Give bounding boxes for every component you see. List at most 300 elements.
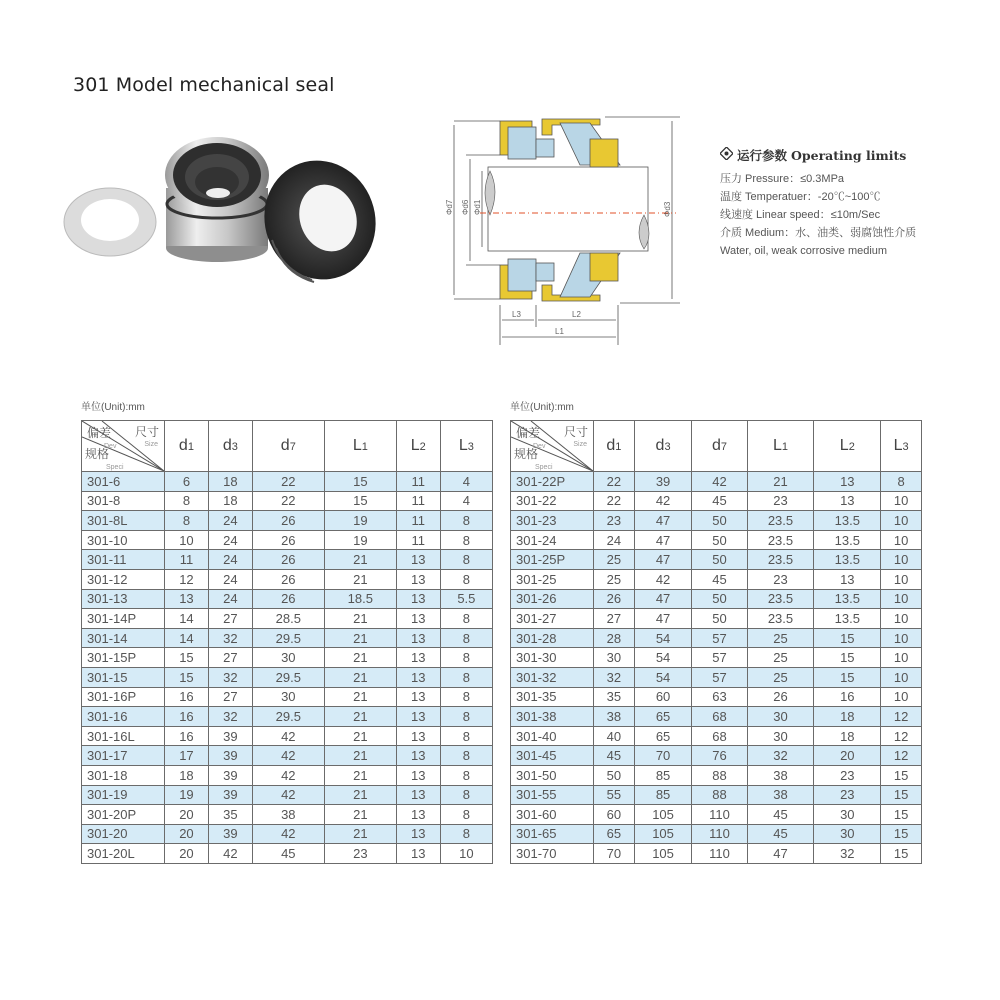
value-cell: 35	[594, 687, 635, 707]
limit-linear-speed: 线速度 Linear speed：≤10m/Sec	[720, 209, 881, 221]
value-cell: 18	[208, 491, 252, 511]
value-cell: 88	[692, 765, 747, 785]
value-cell: 63	[692, 687, 747, 707]
value-cell: 23.5	[747, 550, 814, 570]
column-header-L1	[747, 421, 814, 472]
value-cell: 20	[814, 746, 881, 766]
value-cell: 32	[594, 667, 635, 687]
spec-table-left	[81, 420, 493, 864]
table-row	[511, 472, 922, 492]
value-cell: 8	[881, 472, 922, 492]
value-cell: 8	[440, 569, 492, 589]
value-cell: 65	[634, 726, 692, 746]
value-cell: 65	[594, 824, 635, 844]
value-cell: 25	[747, 628, 814, 648]
corner-dev-en: Dev	[533, 443, 546, 450]
corner-spec-en: Speci	[535, 464, 553, 471]
value-cell: 23	[814, 765, 881, 785]
table-row	[82, 726, 493, 746]
value-cell: 23.5	[747, 511, 814, 531]
value-cell: 8	[440, 609, 492, 629]
value-cell: 105	[634, 805, 692, 825]
value-cell: 110	[692, 824, 747, 844]
value-cell: 13	[814, 472, 881, 492]
value-cell: 110	[692, 844, 747, 864]
value-cell: 8	[440, 648, 492, 668]
column-header-L3	[440, 421, 492, 472]
value-cell: 13.5	[814, 589, 881, 609]
value-cell: 15	[814, 628, 881, 648]
column-header-L2	[814, 421, 881, 472]
value-cell: 57	[692, 648, 747, 668]
value-cell: 8	[440, 667, 492, 687]
value-cell: 18.5	[324, 589, 396, 609]
column-header-sub: 2	[848, 440, 855, 453]
corner-dev-cn: 偏差	[87, 426, 112, 440]
model-cell: 301-25P	[511, 550, 594, 570]
value-cell: 15	[814, 667, 881, 687]
value-cell: 47	[747, 844, 814, 864]
value-cell: 10	[881, 569, 922, 589]
value-cell: 42	[252, 785, 324, 805]
unit-label-right: 单位(Unit):mm	[510, 402, 574, 413]
model-cell: 301-27	[511, 609, 594, 629]
model-cell: 301-6	[82, 472, 165, 492]
value-cell: 21	[324, 569, 396, 589]
value-cell: 24	[208, 569, 252, 589]
value-cell: 50	[594, 765, 635, 785]
value-cell: 11	[396, 530, 440, 550]
table-row	[82, 765, 493, 785]
table-row	[511, 648, 922, 668]
value-cell: 47	[634, 609, 692, 629]
value-cell: 11	[396, 491, 440, 511]
value-cell: 15	[814, 648, 881, 668]
column-header-sub: 1	[615, 440, 622, 453]
table-row	[511, 569, 922, 589]
column-header-base: L	[893, 436, 903, 454]
table-row	[511, 726, 922, 746]
table-row	[511, 707, 922, 727]
value-cell: 23	[814, 785, 881, 805]
value-cell: 8	[440, 765, 492, 785]
value-cell: 15	[881, 785, 922, 805]
model-cell: 301-8	[82, 491, 165, 511]
value-cell: 21	[324, 785, 396, 805]
column-header-base: L	[772, 436, 782, 454]
limit-medium: 介质 Medium：水、油类、弱腐蚀性介质	[720, 227, 917, 239]
value-cell: 13	[396, 726, 440, 746]
value-cell: 42	[252, 824, 324, 844]
table-row	[82, 844, 493, 864]
model-cell: 301-16L	[82, 726, 165, 746]
value-cell: 110	[692, 805, 747, 825]
corner-dev-cn: 偏差	[516, 426, 541, 440]
column-header-d1	[165, 421, 209, 472]
model-cell: 301-40	[511, 726, 594, 746]
crosshair-diamond-icon	[720, 147, 733, 163]
value-cell: 15	[165, 648, 209, 668]
model-cell: 301-20L	[82, 844, 165, 864]
value-cell: 105	[634, 824, 692, 844]
table-row	[511, 667, 922, 687]
table-row	[82, 511, 493, 531]
value-cell: 13.5	[814, 530, 881, 550]
value-cell: 13	[396, 550, 440, 570]
value-cell: 54	[634, 648, 692, 668]
column-header-base: L	[839, 436, 849, 454]
value-cell: 47	[634, 530, 692, 550]
value-cell: 24	[208, 550, 252, 570]
value-cell: 21	[324, 667, 396, 687]
value-cell: 45	[747, 824, 814, 844]
table-row	[82, 569, 493, 589]
value-cell: 8	[440, 628, 492, 648]
value-cell: 21	[747, 472, 814, 492]
value-cell: 25	[594, 569, 635, 589]
value-cell: 26	[252, 530, 324, 550]
model-cell: 301-28	[511, 628, 594, 648]
model-cell: 301-12	[82, 569, 165, 589]
value-cell: 22	[594, 491, 635, 511]
table-row	[511, 746, 922, 766]
value-cell: 13	[396, 746, 440, 766]
table-row	[82, 746, 493, 766]
value-cell: 20	[165, 844, 209, 864]
column-header-L1	[324, 421, 396, 472]
value-cell: 13	[396, 667, 440, 687]
value-cell: 10	[881, 589, 922, 609]
value-cell: 26	[594, 589, 635, 609]
value-cell: 21	[324, 648, 396, 668]
model-cell: 301-23	[511, 511, 594, 531]
model-cell: 301-50	[511, 765, 594, 785]
value-cell: 12	[881, 707, 922, 727]
value-cell: 57	[692, 628, 747, 648]
value-cell: 21	[324, 805, 396, 825]
value-cell: 23	[747, 569, 814, 589]
value-cell: 13.5	[814, 511, 881, 531]
value-cell: 26	[252, 550, 324, 570]
value-cell: 85	[634, 785, 692, 805]
value-cell: 19	[165, 785, 209, 805]
value-cell: 32	[747, 746, 814, 766]
model-cell: 301-15	[82, 667, 165, 687]
value-cell: 29.5	[252, 667, 324, 687]
value-cell: 10	[440, 844, 492, 864]
value-cell: 68	[692, 707, 747, 727]
table-row	[82, 805, 493, 825]
spec-table-right	[510, 420, 922, 864]
value-cell: 38	[252, 805, 324, 825]
value-cell: 12	[881, 726, 922, 746]
model-cell: 301-11	[82, 550, 165, 570]
value-cell: 54	[634, 667, 692, 687]
page-title: 301 Model mechanical seal	[73, 74, 335, 96]
value-cell: 8	[440, 687, 492, 707]
value-cell: 15	[324, 472, 396, 492]
model-cell: 301-16	[82, 707, 165, 727]
value-cell: 42	[634, 491, 692, 511]
model-cell: 301-26	[511, 589, 594, 609]
value-cell: 13.5	[814, 550, 881, 570]
value-cell: 21	[324, 726, 396, 746]
value-cell: 38	[747, 765, 814, 785]
corner-spec-cn: 规格	[85, 447, 110, 461]
value-cell: 45	[252, 844, 324, 864]
value-cell: 40	[594, 726, 635, 746]
table-row	[511, 765, 922, 785]
value-cell: 8	[440, 511, 492, 531]
value-cell: 39	[208, 746, 252, 766]
value-cell: 10	[881, 550, 922, 570]
model-cell: 301-22	[511, 491, 594, 511]
value-cell: 21	[324, 765, 396, 785]
value-cell: 15	[881, 844, 922, 864]
value-cell: 13	[396, 648, 440, 668]
value-cell: 16	[814, 687, 881, 707]
value-cell: 29.5	[252, 707, 324, 727]
heading-cn: 运行参数	[737, 148, 788, 163]
value-cell: 13	[396, 707, 440, 727]
value-cell: 13	[396, 844, 440, 864]
column-header-base: L	[410, 436, 420, 454]
value-cell: 13	[396, 628, 440, 648]
value-cell: 12	[881, 746, 922, 766]
column-header-base: L	[352, 436, 362, 454]
value-cell: 16	[165, 687, 209, 707]
value-cell: 39	[634, 472, 692, 492]
value-cell: 23	[747, 491, 814, 511]
model-cell: 301-14	[82, 628, 165, 648]
value-cell: 19	[324, 530, 396, 550]
value-cell: 22	[252, 472, 324, 492]
value-cell: 42	[634, 569, 692, 589]
model-cell: 301-18	[82, 765, 165, 785]
column-header-base: L	[458, 436, 468, 454]
value-cell: 39	[208, 765, 252, 785]
unit-label-left: 单位(Unit):mm	[81, 402, 145, 413]
value-cell: 32	[208, 667, 252, 687]
value-cell: 5.5	[440, 589, 492, 609]
value-cell: 60	[594, 805, 635, 825]
label-d1: Φd1	[473, 199, 482, 215]
table-row	[82, 609, 493, 629]
model-cell: 301-14P	[82, 609, 165, 629]
value-cell: 26	[747, 687, 814, 707]
value-cell: 13	[396, 609, 440, 629]
column-header-d1	[594, 421, 635, 472]
value-cell: 30	[252, 648, 324, 668]
model-cell: 301-55	[511, 785, 594, 805]
value-cell: 23.5	[747, 530, 814, 550]
value-cell: 12	[165, 569, 209, 589]
table-row	[511, 589, 922, 609]
model-cell: 301-24	[511, 530, 594, 550]
value-cell: 13	[396, 569, 440, 589]
model-cell: 301-22P	[511, 472, 594, 492]
value-cell: 18	[208, 472, 252, 492]
label-d6: Φd6	[461, 199, 470, 215]
table-row	[511, 511, 922, 531]
value-cell: 20	[165, 805, 209, 825]
value-cell: 13	[396, 785, 440, 805]
limit-medium-en: Water, oil, weak corrosive medium	[720, 245, 888, 257]
value-cell: 19	[324, 511, 396, 531]
value-cell: 39	[208, 785, 252, 805]
table-row	[511, 805, 922, 825]
value-cell: 26	[252, 589, 324, 609]
limit-temperature: 温度 Temperatuer：-20℃~100℃	[720, 191, 881, 203]
corner-spec-cn: 规格	[514, 447, 539, 461]
model-cell: 301-20P	[82, 805, 165, 825]
table-row	[82, 530, 493, 550]
value-cell: 50	[692, 609, 747, 629]
value-cell: 30	[814, 824, 881, 844]
value-cell: 70	[634, 746, 692, 766]
column-header-sub: 3	[664, 440, 671, 453]
column-header-sub: 3	[902, 440, 909, 453]
column-header-sub: 7	[720, 440, 727, 453]
value-cell: 42	[692, 472, 747, 492]
value-cell: 21	[324, 746, 396, 766]
value-cell: 28	[594, 628, 635, 648]
value-cell: 39	[208, 824, 252, 844]
corner-size-en: Size	[573, 441, 587, 448]
value-cell: 26	[252, 511, 324, 531]
value-cell: 27	[208, 648, 252, 668]
label-L1: L1	[555, 327, 564, 336]
value-cell: 105	[634, 844, 692, 864]
table-row	[82, 491, 493, 511]
table-row	[511, 824, 922, 844]
corner-size-en: Size	[144, 441, 158, 448]
value-cell: 13.5	[814, 609, 881, 629]
value-cell: 10	[881, 628, 922, 648]
value-cell: 17	[165, 746, 209, 766]
table-row	[82, 550, 493, 570]
value-cell: 13	[396, 805, 440, 825]
model-cell: 301-35	[511, 687, 594, 707]
value-cell: 25	[747, 667, 814, 687]
value-cell: 20	[165, 824, 209, 844]
table-row	[82, 472, 493, 492]
value-cell: 23	[324, 844, 396, 864]
table-row	[82, 667, 493, 687]
value-cell: 10	[881, 491, 922, 511]
value-cell: 8	[165, 511, 209, 531]
value-cell: 8	[165, 491, 209, 511]
value-cell: 24	[208, 589, 252, 609]
column-header-sub: 3	[231, 440, 238, 453]
value-cell: 24	[208, 511, 252, 531]
table-header-row	[511, 421, 922, 472]
value-cell: 32	[814, 844, 881, 864]
value-cell: 8	[440, 726, 492, 746]
value-cell: 57	[692, 667, 747, 687]
value-cell: 29.5	[252, 628, 324, 648]
value-cell: 32	[208, 707, 252, 727]
value-cell: 30	[814, 805, 881, 825]
value-cell: 13	[396, 589, 440, 609]
value-cell: 10	[881, 648, 922, 668]
value-cell: 60	[634, 687, 692, 707]
model-cell: 301-16P	[82, 687, 165, 707]
table-header-row	[82, 421, 493, 472]
value-cell: 47	[634, 589, 692, 609]
value-cell: 25	[747, 648, 814, 668]
table-row	[82, 687, 493, 707]
table-row	[82, 589, 493, 609]
column-header-d7	[692, 421, 747, 472]
value-cell: 25	[594, 550, 635, 570]
value-cell: 35	[208, 805, 252, 825]
value-cell: 24	[208, 530, 252, 550]
value-cell: 13	[814, 491, 881, 511]
value-cell: 21	[324, 687, 396, 707]
seal-cross-section-diagram	[440, 105, 680, 355]
value-cell: 8	[440, 824, 492, 844]
value-cell: 38	[594, 707, 635, 727]
value-cell: 27	[208, 609, 252, 629]
value-cell: 47	[634, 550, 692, 570]
value-cell: 70	[594, 844, 635, 864]
value-cell: 21	[324, 824, 396, 844]
table-row	[511, 550, 922, 570]
value-cell: 10	[881, 530, 922, 550]
column-header-base: d	[606, 436, 616, 454]
value-cell: 23.5	[747, 589, 814, 609]
value-cell: 15	[881, 805, 922, 825]
corner-spec-en: Speci	[106, 464, 124, 471]
value-cell: 23.5	[747, 609, 814, 629]
model-cell: 301-25	[511, 569, 594, 589]
value-cell: 11	[396, 511, 440, 531]
value-cell: 26	[252, 569, 324, 589]
column-header-sub: 1	[187, 440, 194, 453]
value-cell: 42	[252, 765, 324, 785]
column-header-L3	[881, 421, 922, 472]
value-cell: 13	[396, 687, 440, 707]
value-cell: 18	[814, 726, 881, 746]
column-header-sub: 1	[361, 440, 368, 453]
corner-size-cn: 尺寸	[563, 425, 588, 439]
column-header-base: d	[280, 436, 290, 454]
value-cell: 8	[440, 530, 492, 550]
value-cell: 22	[594, 472, 635, 492]
column-header-sub: 3	[467, 440, 474, 453]
column-header-sub: 1	[781, 440, 788, 453]
heading-en: Operating limits	[791, 147, 907, 163]
value-cell: 47	[634, 511, 692, 531]
table-row	[82, 628, 493, 648]
value-cell: 27	[594, 609, 635, 629]
value-cell: 18	[814, 707, 881, 727]
value-cell: 30	[252, 687, 324, 707]
value-cell: 6	[165, 472, 209, 492]
column-header-L2	[396, 421, 440, 472]
column-header-base: d	[711, 436, 721, 454]
value-cell: 21	[324, 550, 396, 570]
value-cell: 85	[634, 765, 692, 785]
value-cell: 8	[440, 785, 492, 805]
header-corner-cell	[82, 421, 165, 472]
value-cell: 16	[165, 726, 209, 746]
model-cell: 301-70	[511, 844, 594, 864]
model-cell: 301-45	[511, 746, 594, 766]
column-header-sub: 7	[289, 440, 296, 453]
model-cell: 301-13	[82, 589, 165, 609]
